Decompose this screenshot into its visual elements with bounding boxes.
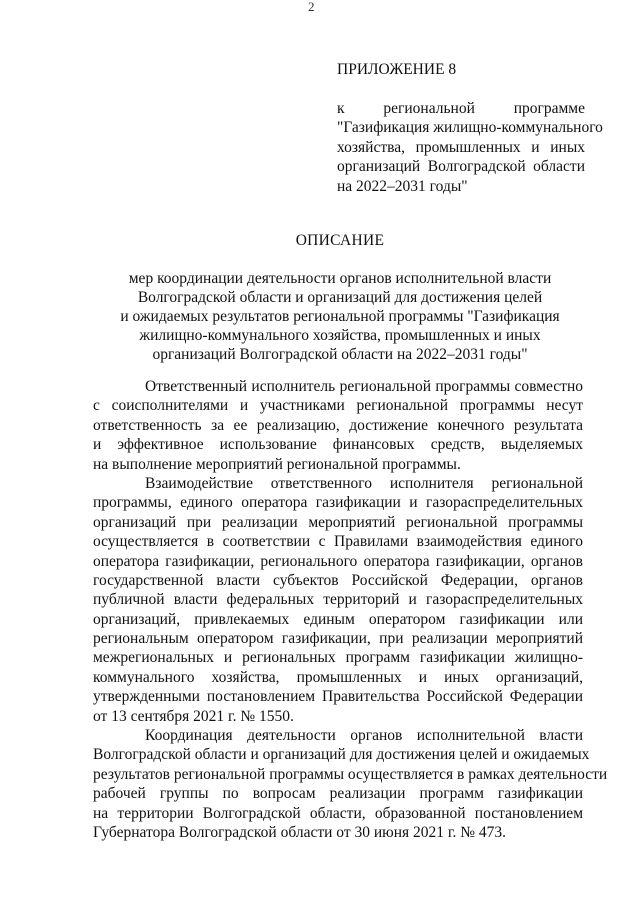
body-line: Волгоградской области и организаций для достижения целей и ожидаемых xyxy=(93,746,590,764)
body-line: с соисполнителями и участниками региональной программы несут xyxy=(93,397,583,415)
body-line: рабочей группы по вопросам реализации программ газификации xyxy=(93,785,583,803)
body-line: государственной власти субъектов Российской Федерации, органов xyxy=(93,571,583,589)
appendix-line: на 2022–2031 годы" xyxy=(337,177,468,195)
body-line: организаций при реализации мероприятий региональной программы xyxy=(93,513,583,531)
body-line: региональным оператором газификации, при реализации мероприятий xyxy=(93,630,583,648)
subtitle-line: организаций Волгоградской области на 2022–2031 годы" xyxy=(152,346,528,363)
appendix-line: организаций Волгоградской области xyxy=(337,158,585,175)
body-line: на территории Волгоградской области, образованной постановлением xyxy=(93,804,583,822)
body-line: и эффективное использование финансовых средств, выделяемых xyxy=(93,436,583,454)
body-line: от 13 сентября 2021 г. № 1550. xyxy=(93,707,294,725)
body-line: коммунального хозяйства, промышленных и иных организаций, xyxy=(93,668,583,686)
body-line: Ответственный исполнитель региональной программы совместно xyxy=(145,378,583,395)
body-line: оператора газификации, регионального оператора газификации, органов xyxy=(93,552,583,570)
page-number: 2 xyxy=(308,0,315,14)
appendix-line xyxy=(337,99,585,119)
body-line: публичной власти федеральных территорий и газораспределительных xyxy=(93,591,583,609)
document-subtitle xyxy=(110,269,570,364)
body-line: утвержденными постановлением Правительства Российской Федерации xyxy=(93,688,583,706)
subtitle-line: мер координации деятельности органов исполнительной власти xyxy=(128,270,552,287)
body-line: ответственность за ее реализацию, достижение конечного результата xyxy=(93,416,583,434)
body-line: программы, единого оператора газификации и газораспределительных xyxy=(93,494,583,512)
appendix-line: "Газификация жилищно-коммунального xyxy=(337,119,603,136)
body-line: межрегиональных и региональных программ газификации жилищно- xyxy=(93,649,583,667)
appendix-title: ПРИЛОЖЕНИЕ 8 xyxy=(337,61,457,78)
subtitle-line: жилищно-коммунального хозяйства, промышленных и иных xyxy=(139,327,541,344)
body-line: осуществляется в соответствии с Правилами взаимодействия единого xyxy=(93,533,583,551)
document-body xyxy=(93,377,608,842)
appendix-word: к xyxy=(337,99,345,117)
appendix-block xyxy=(337,60,603,196)
body-line: на выполнение мероприятий региональной программы. xyxy=(93,455,461,473)
body-line: результатов региональной программы осуществляется в рамках деятельности xyxy=(93,765,608,783)
body-line: организаций, привлекаемых единым оператором газификации или xyxy=(93,610,583,628)
body-line: Губернатора Волгоградской области от 30 июня 2021 г. № 473. xyxy=(93,823,507,841)
appendix-word: программе xyxy=(513,99,585,117)
subtitle-line: и ожидаемых результатов региональной программы "Газификация xyxy=(120,308,560,325)
body-line: Координация деятельности органов исполнительной власти xyxy=(145,727,583,745)
appendix-line: хозяйства, промышленных и иных xyxy=(337,138,585,156)
body-line: Взаимодействие ответственного исполнителя региональной xyxy=(145,474,583,492)
subtitle-line: Волгоградской области и организаций для достижения целей xyxy=(137,289,543,306)
appendix-word: региональной xyxy=(383,99,475,117)
document-heading: ОПИСАНИЕ xyxy=(295,232,385,249)
